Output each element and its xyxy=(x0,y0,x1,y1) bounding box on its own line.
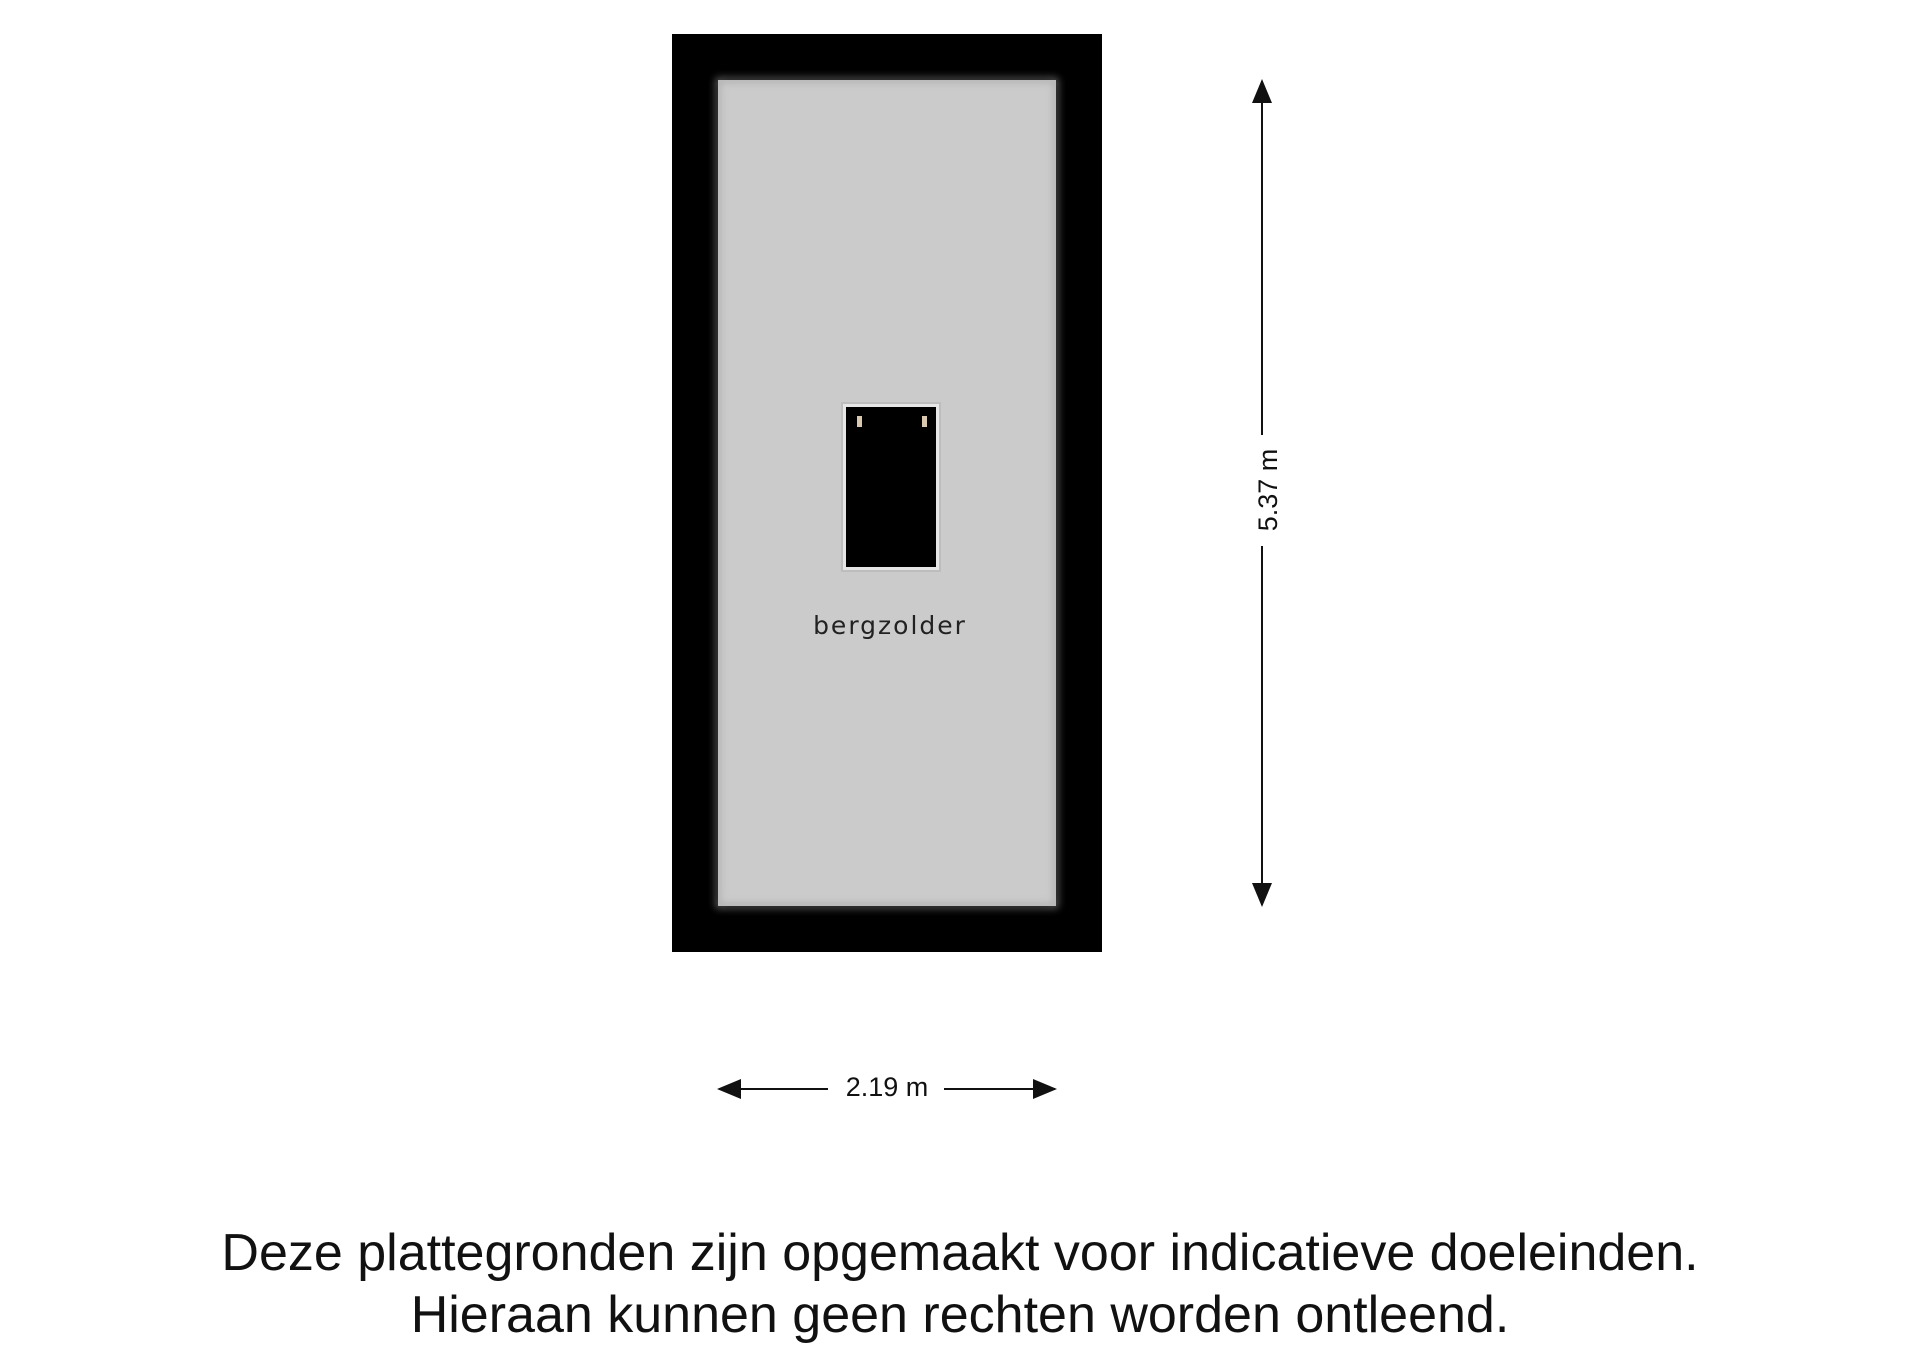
disclaimer-line-1: Deze plattegronden zijn opgemaakt voor indicatieve doeleinden. xyxy=(221,1224,1699,1282)
height-dimension-label: 5.37 m xyxy=(1251,435,1285,545)
room-label: bergzolder xyxy=(813,611,967,640)
hatch-hinge-left xyxy=(857,416,862,427)
hatch-opening xyxy=(846,407,936,567)
disclaimer-line-2: Hieraan kunnen geen rechten worden ontleend. xyxy=(410,1286,1510,1344)
disclaimer xyxy=(0,1222,1920,1346)
hatch-hinge-right xyxy=(922,416,927,427)
width-dimension-label: 2.19 m xyxy=(832,1072,942,1103)
